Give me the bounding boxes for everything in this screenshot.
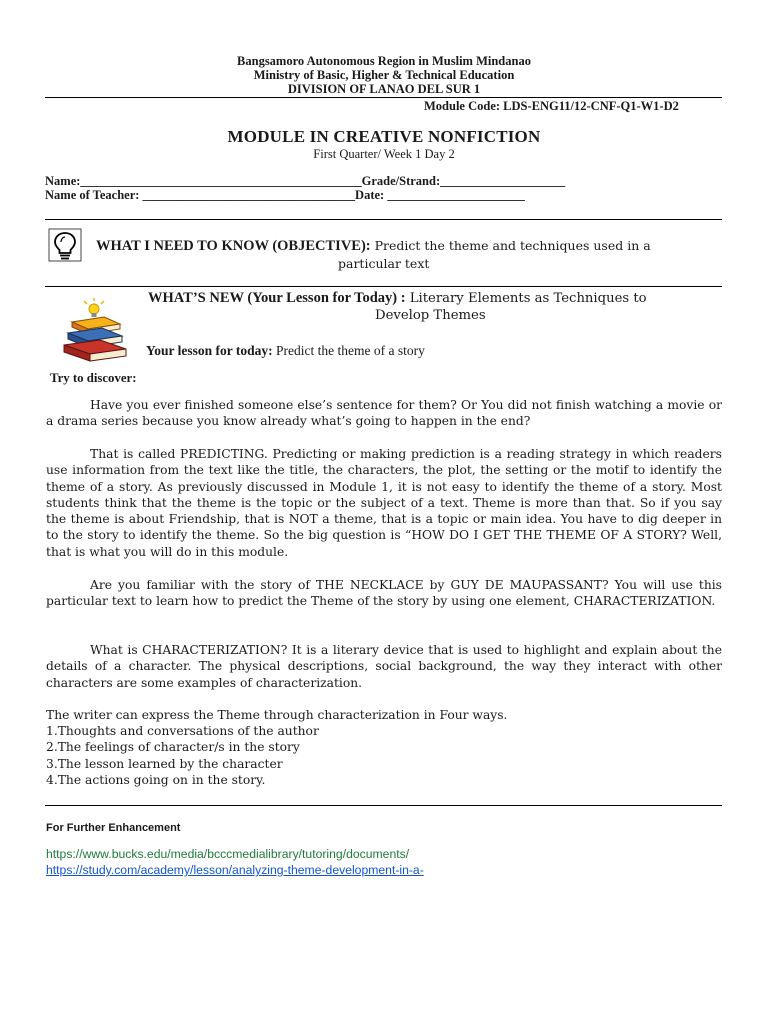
module-title: MODULE IN CREATIVE NONFICTION (227, 127, 541, 146)
objective-line (96, 238, 651, 255)
name-grade-field: Name:_____________________________________________Grade/Strand:____________________ (45, 174, 566, 188)
try-discover-heading: Try to discover: (50, 371, 137, 385)
paragraph-4: What is CHARACTERIZATION? It is a literary device that is used to highlight and explain about the details of a character. The physical descriptions, social background, the way they interact with other characters are some examples of characterization. (46, 643, 722, 690)
lesson-label: Your lesson for today: (146, 343, 273, 358)
lightbulb-icon (48, 228, 82, 262)
paragraph-2: That is called PREDICTING. Predicting or making prediction is a reading strategy in which readers use information from the text like the title, the characters, the plot, the setting or the motif to identify the theme of a story. As previously discussed in Module 1, it is not easy to identify the theme of a story. Most students think that the theme is the topic or the subject of a text. Theme is more than that. So if you say the theme is about Friendship, that is NOT a theme, that is a topic or main idea. You have to dig deeper in to the story to identify the theme. So the big question is “HOW DO I GET THE THEME OF A STORY? Well, that is what you will do in this module. (46, 447, 722, 559)
list-item: 2.The feelings of character/s in the story (46, 740, 300, 754)
books-with-lightbulb-icon (60, 298, 132, 364)
teacher-date-field: Name of Teacher: __________________________________Date: ______________________ (45, 188, 525, 202)
whats-new-topic: Literary Elements as Techniques to (405, 291, 647, 306)
enhancement-link-study[interactable]: https://study.com/academy/lesson/analyzing-theme-development-in-a- (46, 863, 424, 877)
objective-text-cont: particular text (338, 256, 430, 271)
header-region: Bangsamoro Autonomous Region in Muslim Mindanao (237, 54, 531, 68)
objective-heading: WHAT I NEED TO KNOW (OBJECTIVE): (96, 238, 371, 254)
header-divider (45, 97, 722, 98)
section-divider-objective (45, 286, 722, 287)
lesson-line (146, 343, 425, 359)
module-code: Module Code: LDS-ENG11/12-CNF-Q1-W1-D2 (424, 99, 679, 113)
paragraph-1: Have you ever finished someone else’s sentence for them? Or You did not finish watching a movie or a drama series because you know already what’s going to happen in the end? (46, 398, 722, 429)
section-divider-top (45, 219, 722, 220)
paragraph-3: Are you familiar with the story of THE NECKLACE by GUY DE MAUPASSANT? You will use this particular text to learn how to predict the Theme of the story by using one element, CHARACTERIZATION. (46, 578, 722, 609)
whats-new-heading: WHAT’S NEW (Your Lesson for Today) : (148, 290, 406, 306)
list-intro: The writer can express the Theme through characterization in Four ways. (46, 708, 508, 722)
header-ministry: Ministry of Basic, Higher & Technical Education (253, 68, 515, 82)
lesson-text: Predict the theme of a story (272, 343, 425, 358)
list-item: 1.Thoughts and conversations of the author (46, 724, 319, 738)
section-divider-bottom (45, 805, 722, 806)
list-item: 3.The lesson learned by the character (46, 757, 283, 771)
enhancement-link-bucks[interactable]: https://www.bucks.edu/media/bcccmedialibrary/tutoring/documents/ (46, 847, 410, 861)
list-item: 4.The actions going on in the story. (46, 773, 266, 787)
whats-new-line (148, 290, 647, 307)
enhancement-heading: For Further Enhancement (46, 822, 181, 834)
objective-text: Predict the theme and techniques used in a (370, 238, 651, 253)
whats-new-topic-cont: Develop Themes (375, 308, 486, 323)
header-division: DIVISION OF LANAO DEL SUR 1 (287, 82, 481, 96)
module-subtitle: First Quarter/ Week 1 Day 2 (313, 147, 455, 161)
